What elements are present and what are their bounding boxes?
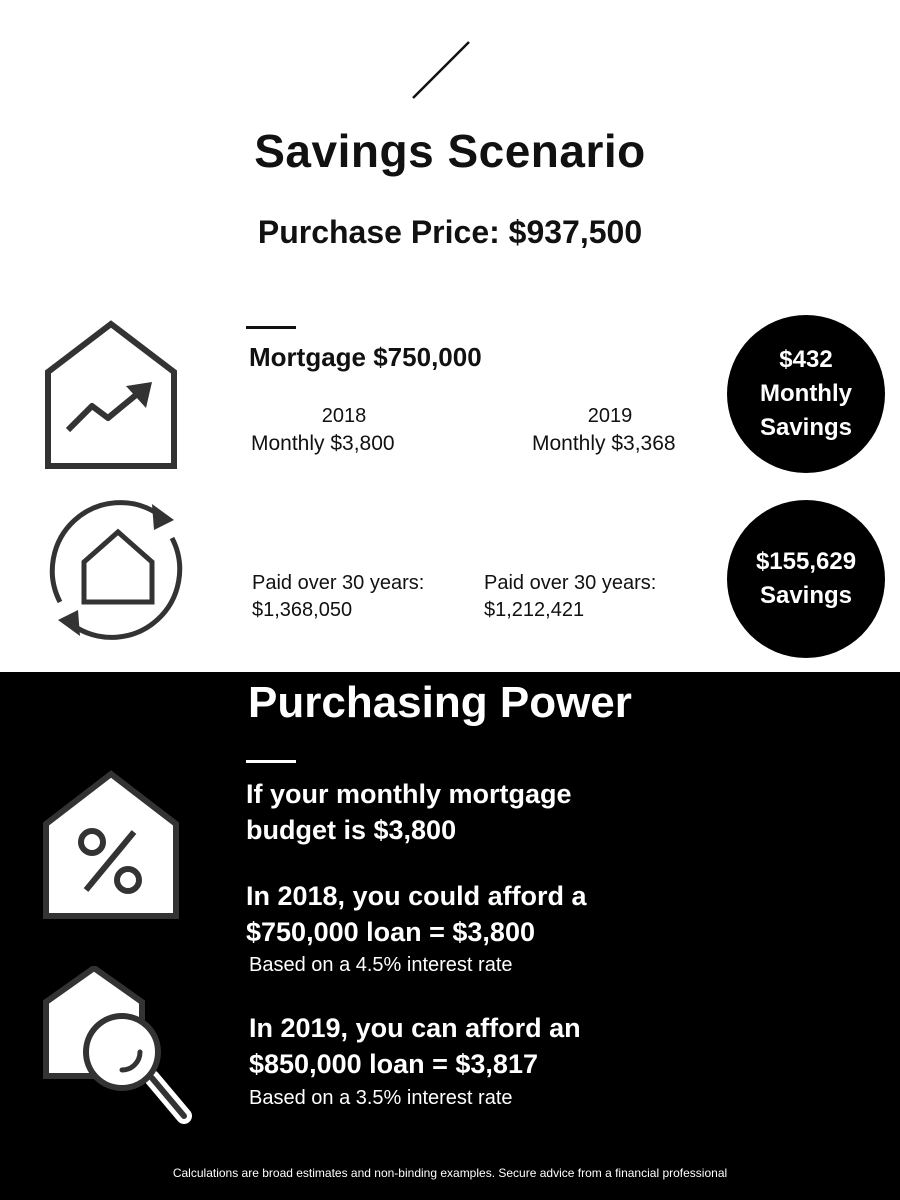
total-savings-label: Savings	[759, 582, 853, 609]
total-savings-amount: $155,629	[755, 548, 857, 575]
purchase-price: Purchase Price: $937,500	[257, 214, 643, 250]
mortgage-amount: Mortgage $750,000	[249, 342, 482, 372]
disclaimer: Calculations are broad estimates and non-binding examples. Secure advice from a financial professional	[172, 1166, 728, 1180]
house-search-icon	[42, 966, 192, 1126]
afford-2019-line-1: In 2019, you can afford an	[249, 1013, 581, 1043]
monthly-2018: Monthly $3,800	[251, 432, 395, 455]
monthly-savings-label-2: Savings	[759, 414, 853, 441]
page-title: Savings Scenario	[254, 125, 646, 177]
afford-2018-line-2: $750,000 loan = $3,800	[246, 917, 535, 947]
monthly-savings-label-1: Monthly	[760, 380, 852, 407]
monthly-savings-badge	[727, 315, 885, 473]
budget-line-1: If your monthly mortgage	[246, 779, 572, 809]
total-savings-badge	[727, 500, 885, 658]
paid-total-2018	[252, 570, 424, 624]
section-divider	[246, 326, 296, 329]
afford-2018-line-1: In 2018, you could afford a	[246, 881, 587, 911]
paid-value-2019: $1,212,421	[484, 599, 585, 621]
year-2018-label: 2018	[321, 405, 367, 427]
rate-2019-note: Based on a 3.5% interest rate	[249, 1087, 513, 1109]
paid-total-2019	[484, 570, 656, 624]
monthly-2019: Monthly $3,368	[532, 432, 676, 455]
decorative-slash	[405, 38, 475, 104]
rate-2018-note: Based on a 4.5% interest rate	[249, 954, 513, 976]
section-divider-dark	[246, 760, 296, 763]
purchasing-power-title: Purchasing Power	[248, 678, 632, 727]
paid-label-2019: Paid over 30 years:	[484, 572, 657, 594]
house-cycle-icon	[40, 494, 192, 646]
year-2019-label: 2019	[587, 405, 633, 427]
paid-value-2018: $1,368,050	[252, 599, 353, 621]
house-trend-icon	[44, 320, 178, 470]
house-percent-icon	[42, 770, 180, 920]
afford-2019-line-2: $850,000 loan = $3,817	[249, 1049, 538, 1079]
budget-line-2: budget is $3,800	[246, 815, 457, 845]
paid-label-2018: Paid over 30 years:	[252, 572, 425, 594]
monthly-savings-amount: $432	[779, 346, 833, 373]
